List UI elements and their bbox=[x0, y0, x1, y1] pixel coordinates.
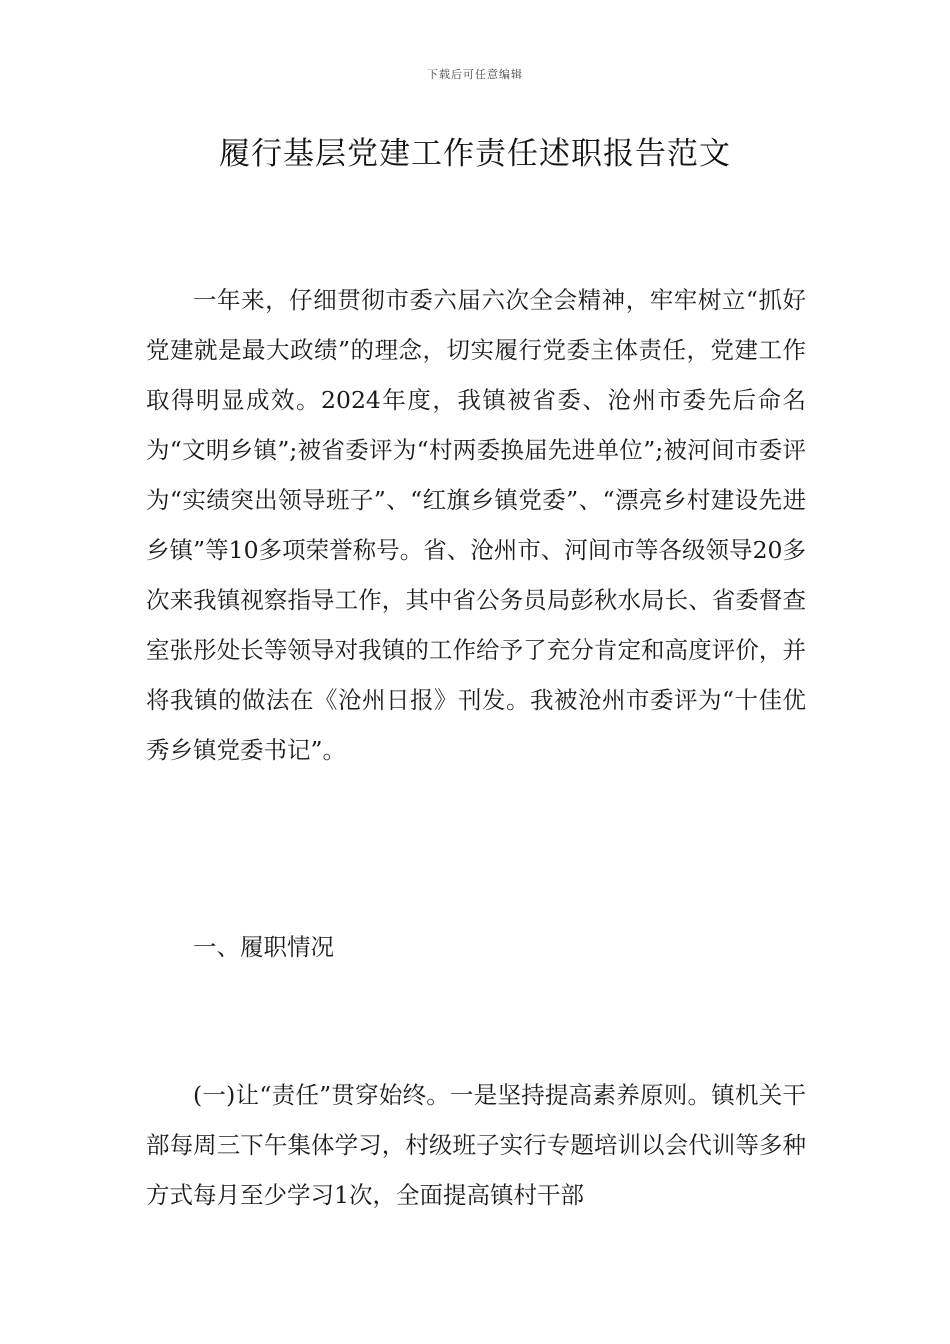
header-note: 下载后可任意编辑 bbox=[427, 68, 523, 81]
body-paragraph: 一年来，仔细贯彻市委六届六次全会精神，牢牢树立“抓好党建就是最大政绩”的理念，切实履行党委主体责任，党建工作取得明显成效。2024年度，我镇被省委、沧州市委先后命名为“文明乡镇”;被省委评为“村两委换届先进单位”;被河间市委评为“实绩突出领导班子”、“红旗乡镇党委”、“漂亮乡村建设先进乡镇”等10多项荣誉称号。省、沧州市、河间市等各级领导20多次来我镇视察指导工作，其中省公务员局彭秋水局长、省委督查室张彤处长等领导对我镇的工作给予了充分肯定和高度评价，并将我镇的做法在《沧州日报》刊发。我被沧州市委评为“十佳优秀乡镇党委书记”。 bbox=[146, 286, 806, 764]
document-title: 履行基层党建工作责任述职报告范文 bbox=[219, 136, 731, 172]
body-paragraph: (一)让“责任”贯穿始终。一是坚持提高素养原则。镇机关干部每周三下午集体学习，村级班子实行专题培训以会代训等多种方式每月至少学习1次，全面提高镇村干部 bbox=[146, 1081, 806, 1209]
section-heading: 一、履职情况 bbox=[193, 933, 334, 961]
